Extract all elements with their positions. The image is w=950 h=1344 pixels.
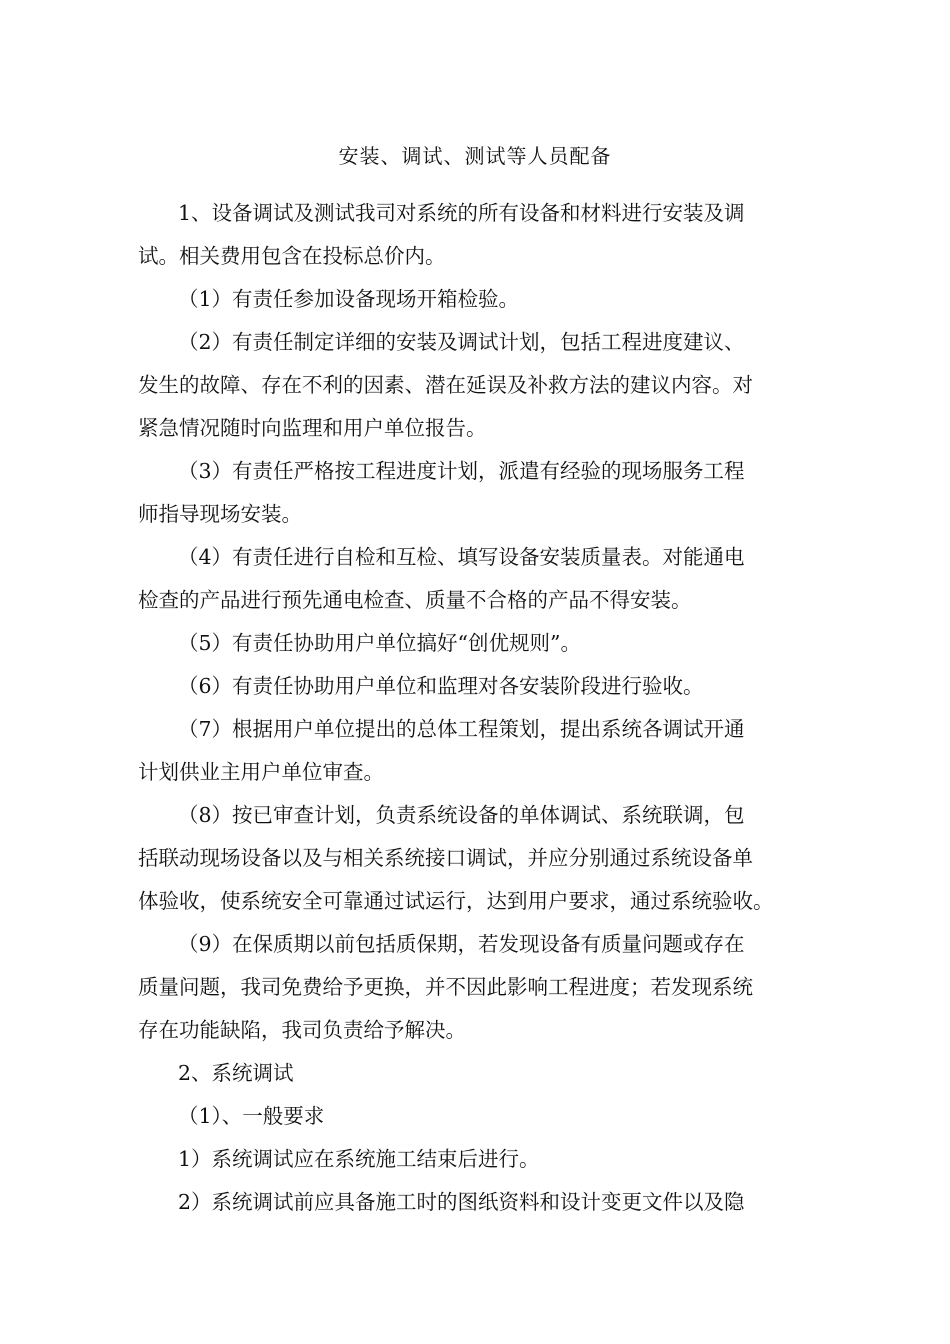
paragraph-line: 发生的故障、存在不利的因素、潜在延误及补救方法的建议内容。对 xyxy=(138,373,753,397)
paragraph-line: （2）有责任制定详细的安装及调试计划，包括工程进度建议、 xyxy=(178,330,745,354)
paragraph-line: 检查的产品进行预先通电检查、质量不合格的产品不得安装。 xyxy=(138,588,692,612)
paragraph-line: 试。相关费用包含在投标总价内。 xyxy=(138,244,446,268)
paragraph-line: 1）系统调试应在系统施工结束后进行。 xyxy=(178,1147,540,1171)
paragraph-line: 质量问题，我司免费给予更换，并不因此影响工程进度；若发现系统 xyxy=(138,975,753,999)
paragraph-line: 1、设备调试及测试我司对系统的所有设备和材料进行安装及调 xyxy=(178,201,745,225)
paragraph-line: 存在功能缺陷，我司负责给予解决。 xyxy=(138,1018,466,1042)
paragraph-line: （4）有责任进行自检和互检、填写设备安装质量表。对能通电 xyxy=(178,545,745,569)
paragraph-line: 体验收，使系统安全可靠通过试运行，达到用户要求，通过系统验收。 xyxy=(138,889,774,913)
paragraph-line: （9）在保质期以前包括质保期，若发现设备有质量问题或存在 xyxy=(178,932,745,956)
paragraph-line: （8）按已审查计划，负责系统设备的单体调试、系统联调，包 xyxy=(178,803,745,827)
paragraph-line: 紧急情况随时向监理和用户单位报告。 xyxy=(138,416,487,440)
subsection-heading: （1）、一般要求 xyxy=(178,1104,325,1128)
paragraph-line: （3）有责任严格按工程进度计划，派遣有经验的现场服务工程 xyxy=(178,459,745,483)
paragraph-line: 师指导现场安装。 xyxy=(138,502,302,526)
paragraph-line: （7）根据用户单位提出的总体工程策划，提出系统各调试开通 xyxy=(178,717,745,741)
section-heading: 2、系统调试 xyxy=(178,1061,294,1085)
paragraph-line: 2）系统调试前应具备施工时的图纸资料和设计变更文件以及隐 xyxy=(178,1190,745,1214)
paragraph-line: （1）有责任参加设备现场开箱检验。 xyxy=(178,287,520,311)
document-title: 安装、调试、测试等人员配备 xyxy=(338,144,612,168)
paragraph-line: （6）有责任协助用户单位和监理对各安装阶段进行验收。 xyxy=(178,674,704,698)
paragraph-line: 括联动现场设备以及与相关系统接口调试，并应分别通过系统设备单 xyxy=(138,846,753,870)
paragraph-line: 计划供业主用户单位审查。 xyxy=(138,760,384,784)
paragraph-line: （5）有责任协助用户单位搞好“创优规则”。 xyxy=(178,631,582,655)
